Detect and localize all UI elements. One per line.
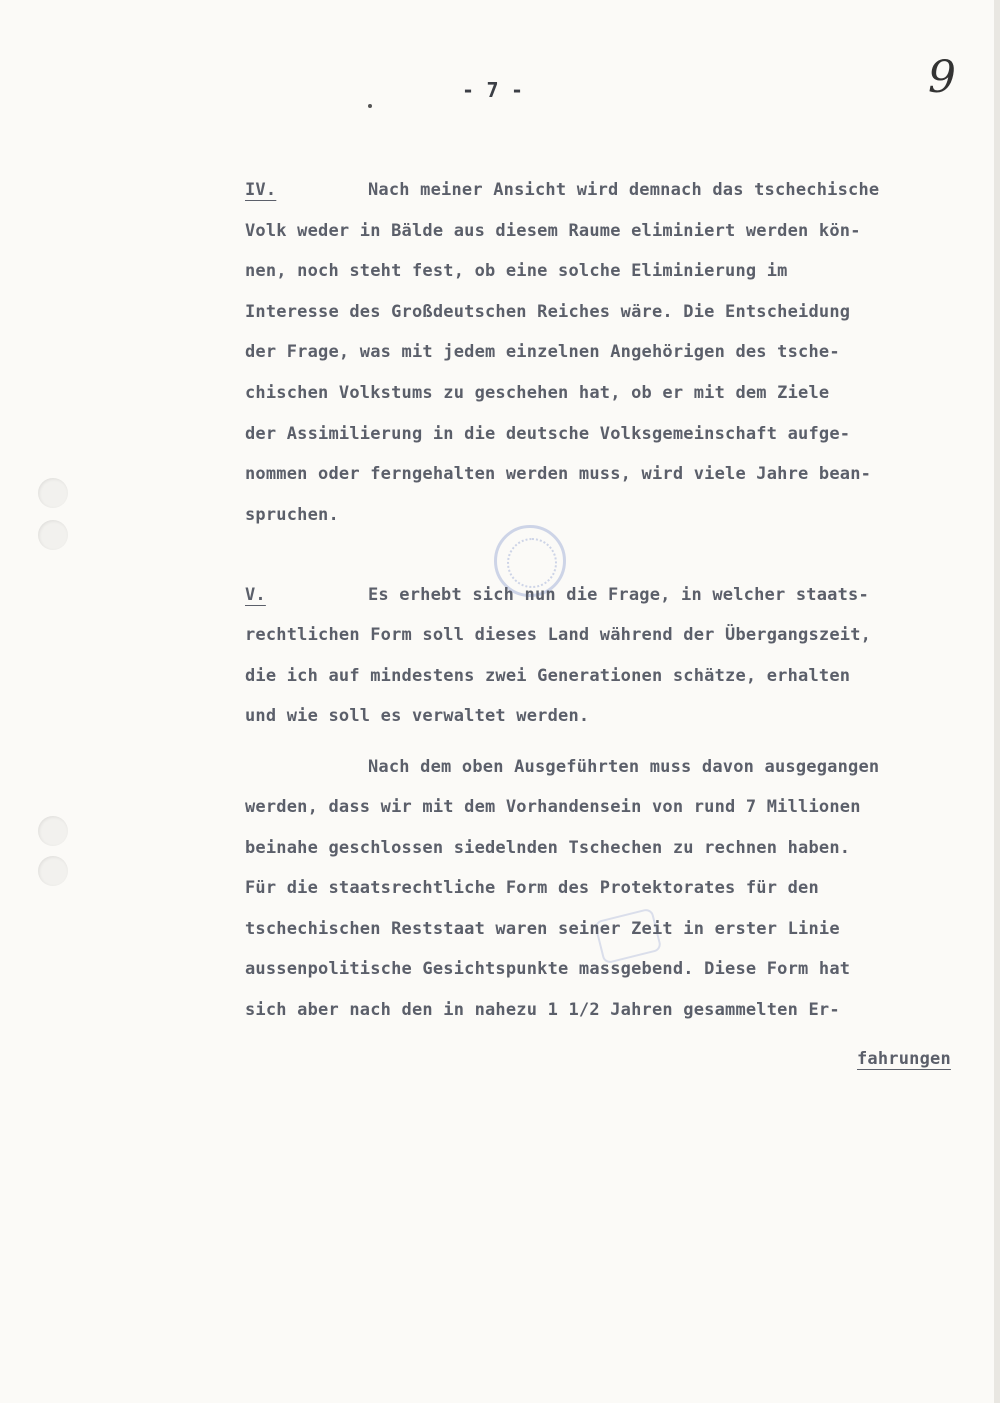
section-v-label: V.	[245, 585, 266, 605]
section-v-line: und wie soll es verwaltet werden.	[245, 706, 590, 726]
section-iv-line: nommen oder ferngehalten werden muss, wird viele Jahre bean-	[245, 464, 872, 484]
paragraph-line: Für die staatsrechtliche Form des Protektorates für den	[245, 878, 819, 898]
paragraph-line: sich aber nach den in nahezu 1 1/2 Jahren gesammelten Er-	[245, 1000, 840, 1020]
paragraph-line: tschechischen Reststaat waren seiner Zeit in erster Linie	[245, 919, 840, 939]
section-iv-line: Volk weder in Bälde aus diesem Raume eliminiert werden kön-	[245, 221, 861, 241]
section-iv-line: Interesse des Großdeutschen Reiches wäre. Die Entscheidung	[245, 302, 851, 322]
paragraph-line: aussenpolitische Gesichtspunkte massgebend. Diese Form hat	[245, 959, 851, 979]
section-iv-line: chischen Volkstums zu geschehen hat, ob er mit dem Ziele	[245, 383, 830, 403]
section-iv-line: Nach meiner Ansicht wird demnach das tschechische	[368, 180, 880, 200]
paragraph-line: Nach dem oben Ausgeführten muss davon ausgegangen	[368, 757, 880, 777]
page-number: - 7 -	[462, 78, 524, 102]
punch-hole	[38, 478, 68, 508]
section-iv-line: der Assimilierung in die deutsche Volksgemeinschaft aufge-	[245, 424, 851, 444]
punch-hole	[38, 520, 68, 550]
section-v-line: die ich auf mindestens zwei Generationen schätze, erhalten	[245, 666, 851, 686]
section-v-line: Es erhebt sich nun die Frage, in welcher staats-	[368, 585, 869, 605]
punch-hole	[38, 816, 68, 846]
punch-hole	[38, 856, 68, 886]
section-iv-line: der Frage, was mit jedem einzelnen Angehörigen des tsche-	[245, 342, 840, 362]
section-iv-line: nen, noch steht fest, ob eine solche Eliminierung im	[245, 261, 788, 281]
paragraph-line: werden, dass wir mit dem Vorhandensein von rund 7 Millionen	[245, 797, 861, 817]
ink-speck	[368, 104, 372, 108]
section-v-line: rechtlichen Form soll dieses Land während der Übergangszeit,	[245, 625, 872, 645]
section-iv-label: IV.	[245, 180, 277, 200]
archive-folio-number: 9	[928, 52, 956, 103]
catchword: fahrungen	[857, 1049, 951, 1069]
paragraph-line: beinahe geschlossen siedelnden Tschechen zu rechnen haben.	[245, 838, 851, 858]
section-iv-line: spruchen.	[245, 505, 339, 525]
